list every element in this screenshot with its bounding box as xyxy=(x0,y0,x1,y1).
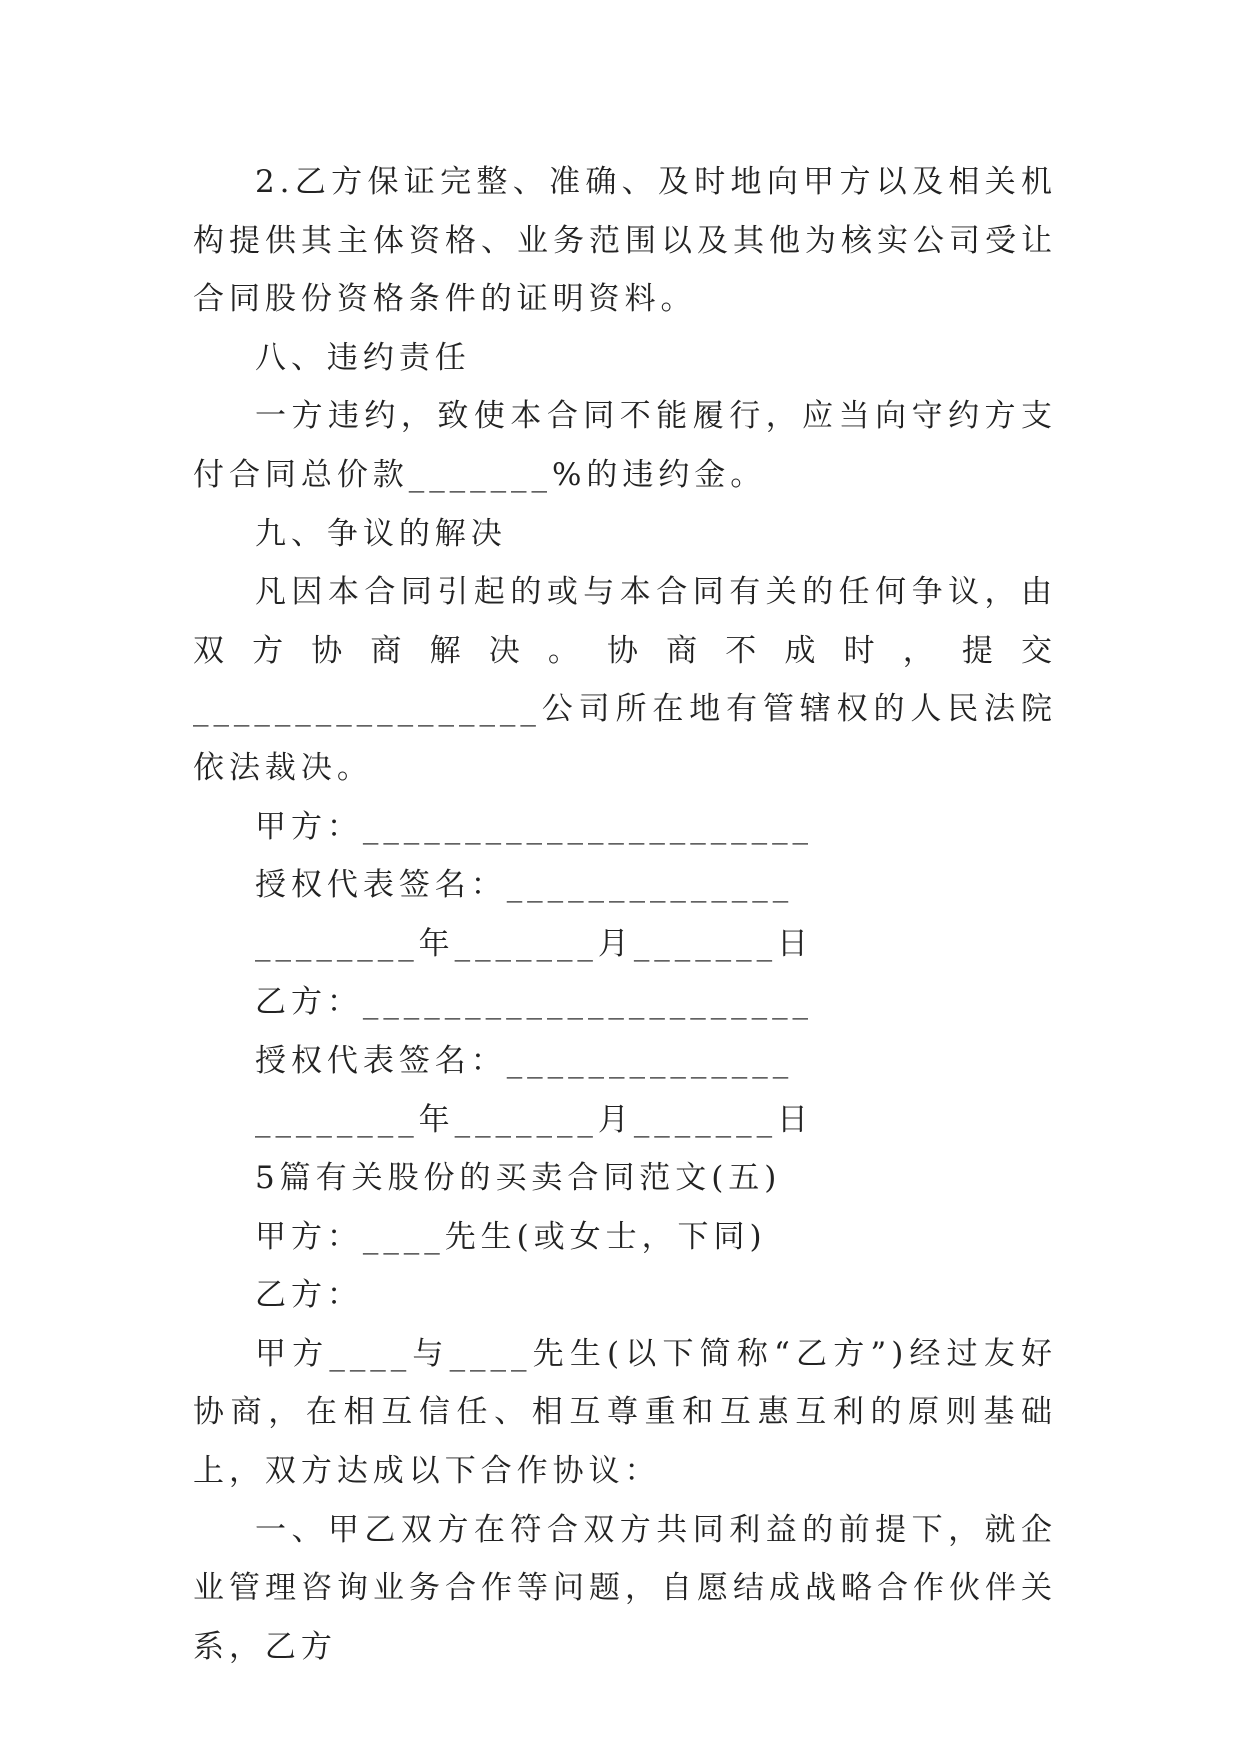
signature-party-b: 乙方：______________________ xyxy=(255,984,813,1021)
party-a-line: 甲方：____先生(或女士，下同) xyxy=(255,1218,767,1255)
clause-dispute: 凡因本合同引起的或与本合同有关的任何争议，由双方协商解决。协商不成时，提交_________________公司所在地有管辖权的人民法院依法裁决。 xyxy=(193,574,1057,786)
signature-party-b-representative: 授权代表签名：______________ xyxy=(255,1042,794,1079)
signature-party-a-representative: 授权代表签名：______________ xyxy=(255,867,794,904)
clause-qualification-materials: 2.乙方保证完整、准确、及时地向甲方以及相关机构提供其主体资格、业务范围以及其他为核实公司受让合同股份资格条件的证明资料。 xyxy=(193,164,1057,318)
clause-one-partnership: 一、甲乙双方在符合双方共同利益的前提下，就企业管理咨询业务合作等问题，自愿结成战略合作伙伴关系，乙方 xyxy=(193,1511,1057,1665)
preamble-paragraph: 甲方____与____先生(以下简称“乙方”)经过友好协商，在相互信任、相互尊重和互惠互利的原则基础上，双方达成以下合作协议： xyxy=(193,1335,1057,1490)
signature-party-a: 甲方：______________________ xyxy=(255,808,813,845)
signature-party-b-date: ________年_______月_______日 xyxy=(255,1101,813,1138)
document-body xyxy=(193,153,1057,1676)
clause-penalty: 一方违约，致使本合同不能履行，应当向守约方支付合同总价款_______%的违约金。 xyxy=(193,398,1057,493)
party-b-line: 乙方： xyxy=(255,1277,363,1314)
contract-title-five: 5篇有关股份的买卖合同范文(五) xyxy=(255,1160,782,1197)
signature-party-a-date: ________年_______月_______日 xyxy=(255,925,813,962)
section-heading-dispute-resolution: 九、争议的解决 xyxy=(255,515,507,552)
section-heading-breach-liability: 八、违约责任 xyxy=(255,339,471,376)
